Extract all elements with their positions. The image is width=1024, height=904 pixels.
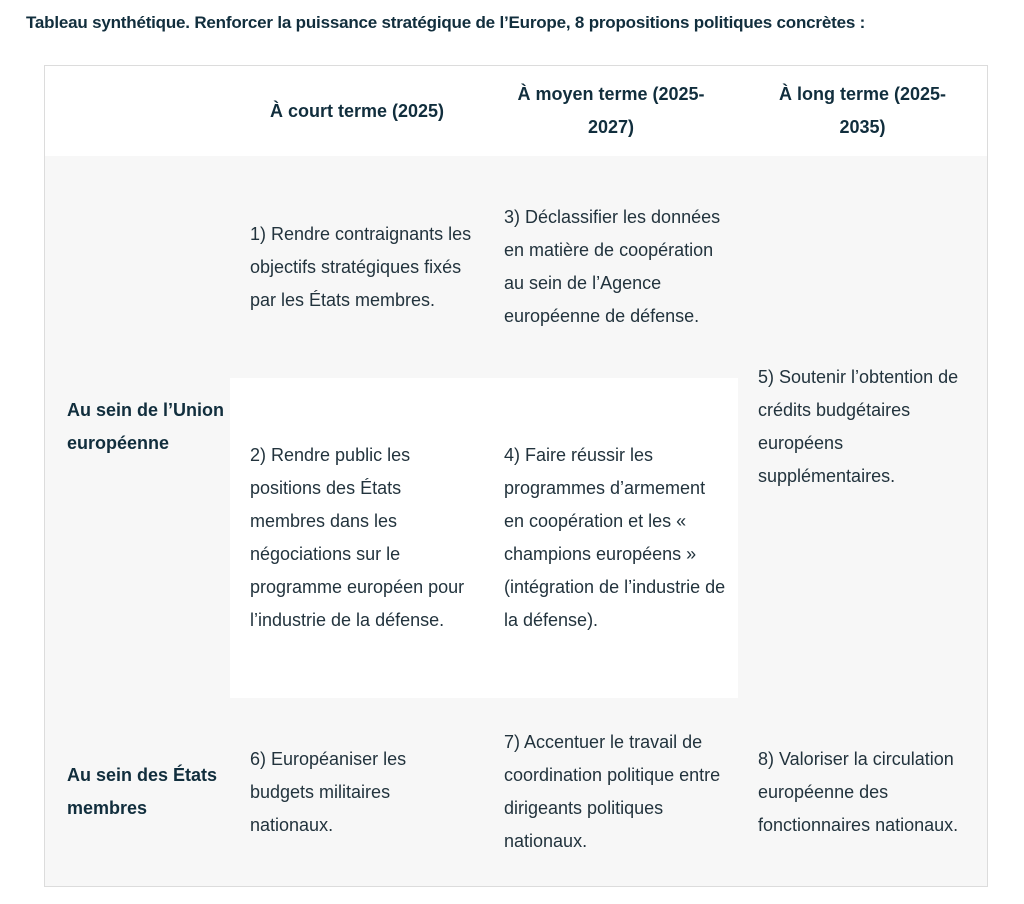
proposal-2-cell: 2) Rendre public les positions des États membres dans les négociations sur le programme européen pour l’industrie de la défense. (230, 378, 484, 698)
column-header-short-term: À court terme (2025) (230, 66, 484, 156)
header-empty-cell (45, 66, 230, 156)
table-caption: Tableau synthétique. Renforcer la puissance stratégique de l’Europe, 8 propositions politiques concrètes : (26, 13, 866, 32)
proposal-6-cell: 6) Européaniser les budgets militaires nationaux. (230, 698, 484, 886)
column-header-long-term: À long terme (2025-2035) (738, 66, 987, 156)
row-header-member-states: Au sein des États membres (45, 698, 230, 886)
proposal-1-cell: 1) Rendre contraignants les objectifs stratégiques fixés par les États membres. (230, 156, 484, 378)
row-header-union: Au sein de l’Union européenne (45, 156, 230, 698)
synthesis-table (44, 65, 988, 887)
proposal-7-cell: 7) Accentuer le travail de coordination politique entre dirigeants politiques nationaux. (484, 698, 738, 886)
proposal-5-cell: 5) Soutenir l’obtention de crédits budgétaires européens supplémentaires. (738, 156, 987, 698)
proposal-3-cell: 3) Déclassifier les données en matière de coopération au sein de l’Agence européenne de défense. (484, 156, 738, 378)
proposal-4-cell: 4) Faire réussir les programmes d’armement en coopération et les « champions européens » (intégration de l’industrie de la défense). (484, 378, 738, 698)
proposal-8-cell: 8) Valoriser la circulation européenne des fonctionnaires nationaux. (738, 698, 987, 886)
column-header-medium-term: À moyen terme (2025-2027) (484, 66, 738, 156)
